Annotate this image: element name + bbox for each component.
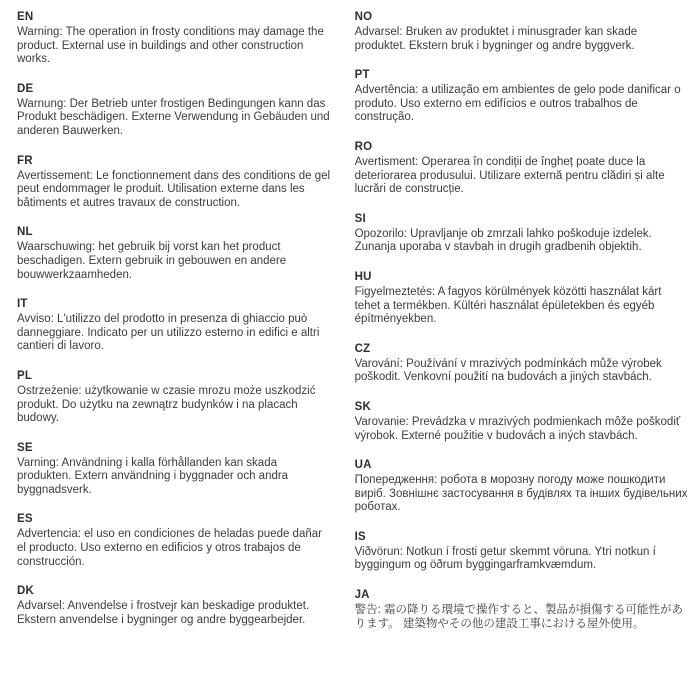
language-code: PT	[354, 69, 370, 82]
warning-text: Ostrzeżenie: użytkowanie w czasie mrozu może uszkodzić produkt. Do użytku na zewnątrz budynków i na placach budowy.	[17, 384, 316, 425]
language-entry-hu	[355, 271, 688, 327]
language-code: DK	[17, 585, 35, 598]
warning-text: Warnung: Der Betrieb unter frostigen Bedingungen kann das Produkt beschädigen. Externe Verwendung in Gebäuden und anderen Bauwerken.	[17, 97, 330, 137]
language-code: UA	[354, 459, 372, 472]
warning-text: Opozorilo: Upravljanje ob zmrzali lahko poškoduje izdelek. Zunanja uporaba v stavbah in drugih gradbenih objektih.	[354, 227, 652, 254]
language-entry-fr	[17, 155, 331, 211]
language-entry-es	[17, 513, 331, 569]
warning-text: Advarsel: Anvendelse i frostvejr kan beskadige produktet. Ekstern anvendelse i bygninger og andre byggearbejder.	[17, 600, 310, 626]
warning-text: Попередження: робота в морозну погоду може пошкодити виріб. Зовнішнє застосування в будівлях та інших будівельних роботах.	[354, 474, 688, 514]
language-code: IT	[17, 298, 28, 311]
warning-text: Avviso: L'utilizzo del prodotto in presenza di ghiaccio può danneggiare. Indicato per un utilizzo esterno in edifici e altri cantieri di lavoro.	[17, 313, 320, 353]
language-entry-en	[17, 11, 331, 67]
language-entry-si	[355, 213, 688, 255]
language-entry-is	[355, 531, 688, 573]
language-entry-it	[17, 298, 331, 354]
language-code: SI	[354, 212, 366, 225]
warning-text: Advarsel: Bruken av produktet i minusgrader kan skade produktet. Ekstern bruk i bygninger og andre byggverk.	[354, 26, 638, 52]
warning-text: 警告: 霜の降りる環境で操作すると、製品が損傷する可能性があります。 建築物やその他の建設工事における屋外使用。	[354, 604, 683, 630]
language-code: FR	[17, 154, 33, 167]
language-entry-de	[17, 83, 331, 139]
language-entry-ja	[355, 589, 688, 631]
language-code: SK	[354, 400, 371, 413]
warning-text: Warning: The operation in frosty conditions may damage the product. External use in buildings and other construction works.	[17, 26, 324, 66]
warning-text: Figyelmeztetés: A fagyos körülmények közötti használat kárt tehet a termékben. Kültéri használat épületekben és egyéb építményekben.	[354, 285, 662, 326]
language-entry-ro	[355, 141, 688, 197]
language-entry-dk	[17, 585, 331, 627]
warning-text: Waarschuwing: het gebruik bij vorst kan het product beschadigen. Extern gebruik in gebouwen en andere bouwwerkzaamheden.	[17, 241, 287, 281]
language-entry-sk	[355, 401, 688, 443]
language-code: CZ	[354, 342, 371, 355]
language-entry-no	[355, 11, 688, 53]
warning-text: Varování: Používání v mrazivých podmínkách může výrobek poškodit. Venkovní použití na budovách a jiných stavbách.	[354, 357, 662, 384]
language-entry-nl	[17, 226, 331, 282]
language-code: NO	[354, 11, 373, 23]
language-code: PL	[17, 369, 33, 382]
language-entry-pt	[355, 69, 688, 125]
language-code: RO	[354, 140, 373, 153]
language-code: HU	[354, 270, 372, 283]
language-entry-se	[17, 442, 331, 498]
warning-text: Avertissement: Le fonctionnement dans des conditions de gel peut endommager le produit. Utilisation externe dans les bâtiments et autres travaux de construction.	[17, 169, 331, 209]
language-code: DE	[17, 82, 34, 95]
language-entry-ua	[355, 459, 688, 515]
warning-text: Advertência: a utilização em ambientes de gelo pode danificar o produto. Uso externo em edifícios e outros trabalhos de construção.	[354, 84, 681, 124]
language-code: NL	[17, 226, 33, 239]
language-entry-pl	[17, 370, 331, 426]
language-code: IS	[354, 530, 366, 543]
language-code: SE	[17, 441, 33, 454]
warning-text: Varning: Användning i kalla förhållanden kan skada produkten. Extern användning i byggnader och andra byggnadsverk.	[17, 456, 289, 496]
language-code: EN	[17, 11, 34, 23]
warning-text: Varovanie: Prevádzka v mrazivých podmienkach môže poškodiť výrobok. Externé použitie v budovách a iných stavbách.	[354, 415, 681, 442]
warning-text: Viðvörun: Notkun í frosti getur skemmt vöruna. Ytri notkun í byggingum og öðrum byggingarframkvæmdum.	[354, 545, 656, 572]
left-column	[17, 11, 331, 647]
warning-text: Avertisment: Operarea în condiții de îngheț poate duce la deteriorarea produsului. Utilizare externă pentru clădiri și alte lucrări de construcție.	[354, 155, 665, 196]
language-code: JA	[354, 589, 370, 602]
language-entry-cz	[355, 343, 688, 385]
language-code: ES	[17, 513, 33, 526]
right-column	[355, 11, 688, 647]
warning-text: Advertencia: el uso en condiciones de heladas puede dañar el producto. Uso externo en edificios y otros trabajos de construcción.	[17, 528, 322, 568]
